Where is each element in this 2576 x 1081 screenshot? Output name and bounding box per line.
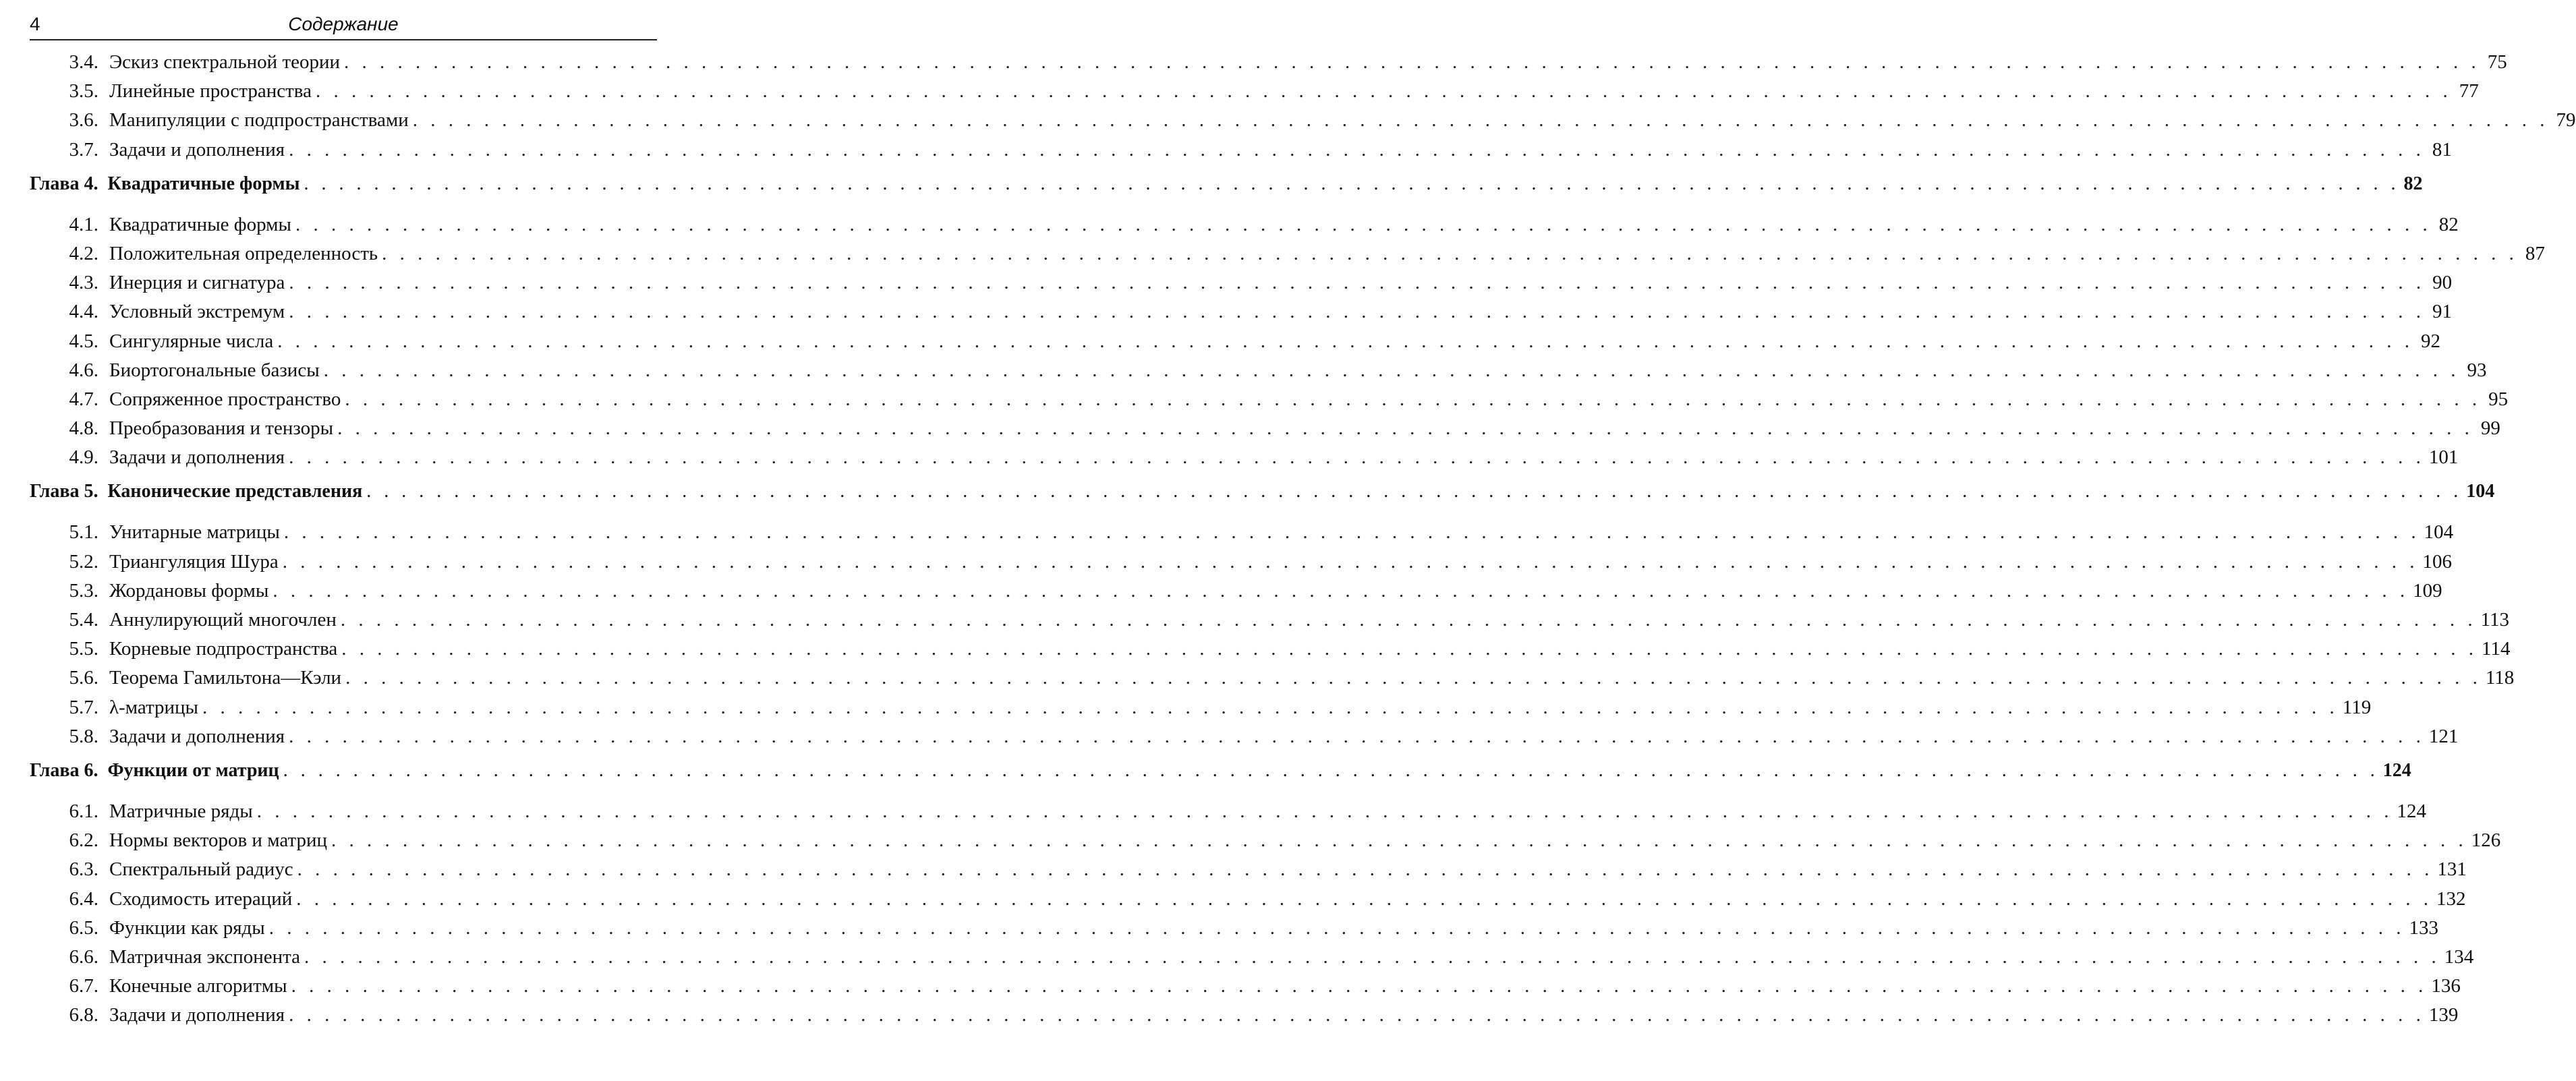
section-title: Жордановы формы <box>109 579 269 602</box>
dot-leader: . . . . . . . . . . . . . . . . . . . . . . . . . . . . . . . . . . . . . . . . . . . . . . . . . . . . . . . . . . . . . . . . . . . . . . . . . . . . . . . . . . . . . . . . . . . . . . . . . . . . . . . . . . . . . . . . . . . . . . . . <box>289 301 2426 323</box>
section-number: 6.1. <box>69 800 98 822</box>
section-page-number: 75 <box>2487 51 2507 73</box>
section-number: 5.2. <box>69 550 98 573</box>
section-page-number: 118 <box>2485 667 2515 689</box>
section-number: 5.6. <box>69 667 98 689</box>
dot-leader: . . . . . . . . . . . . . . . . . . . . . . . . . . . . . . . . . . . . . . . . . . . . . . . . . . . . . . . . . . . . . . . . . . . . . . . . . . . . . . . . . . . . . . . . . . . . . . . . . . . . . . . . . . . . . . . . . . . . . . . . <box>289 138 2425 160</box>
section-page-number: 81 <box>2432 138 2452 160</box>
toc-entry[interactable] <box>30 109 2576 138</box>
section-number: 6.5. <box>69 916 98 939</box>
section-title: λ-матрицы <box>109 696 199 718</box>
section-title: Функции как ряды <box>109 916 265 939</box>
section-page-number: 99 <box>2480 417 2500 440</box>
dot-leader: . . . . . . . . . . . . . . . . . . . . . . . . . . . . . . . . . . . . . . . . . . . . . . . . . . . . . . . . . . . . . . . . . . . . . . . . . . . . . . . . . . . . . . . . . . . . . . . . . . . . . . . . . . . . . . . . . . . . . . . . <box>289 272 2426 294</box>
toc-entry[interactable] <box>30 800 2426 829</box>
dot-leader: . . . . . . . . . . . . . . . . . . . . . . . . . . . . . . . . . . . . . . . . . . . . . . . . . . . . . . . . . . . . . . . . . . . . . . . . . . . . . . . . . . . . . . . . . . . . . . . . . . . . . . . . . . . . . . . . . . . . . . . . <box>289 725 2425 747</box>
toc-entry[interactable] <box>30 272 2453 301</box>
toc-entry[interactable] <box>30 975 2461 1004</box>
chapter-page-number: 82 <box>2403 173 2423 194</box>
dot-leader: . . . . . . . . . . . . . . . . . . . . . . . . . . . . . . . . . . . . . . . . . . . . . . . . . . . . . . . . . . . . . . . . . . . . . . . . . . . . . . . . . . . . . . . . . . . . . . . . . . . . . . . . . . . . . . . . . . . . . . . . <box>366 481 2463 502</box>
section-title: Задачи и дополнения <box>109 1004 285 1026</box>
section-page-number: 90 <box>2432 272 2453 294</box>
toc-entry[interactable] <box>30 945 2474 975</box>
header-page-number: 4 <box>30 13 40 34</box>
chapter-heading[interactable] <box>30 481 2495 521</box>
section-title: Биортогональные базисы <box>109 359 320 381</box>
section-title: Корневые подпространства <box>109 638 338 660</box>
section-number: 4.3. <box>69 272 98 294</box>
dot-leader: . . . . . . . . . . . . . . . . . . . . . . . . . . . . . . . . . . . . . . . . . . . . . . . . . . . . . . . . . . . . . . . . . . . . . . . . . . . . . . . . . . . . . . . . . . . . . . . . . . . . . . . . . . . . . . . . . . . . . . . . <box>283 521 2420 544</box>
section-number: 4.7. <box>69 388 98 410</box>
toc-entry[interactable] <box>30 916 2439 946</box>
dot-leader: . . . . . . . . . . . . . . . . . . . . . . . . . . . . . . . . . . . . . . . . . . . . . . . . . . . . . . . . . . . . . . . . . . . . . . . . . . . . . . . . . . . . . . . . . . . . . . . . . . . . . . . . . . . . . . . . . . . . . . . . <box>345 667 2482 689</box>
section-title: Сходимость итераций <box>109 887 293 910</box>
toc-entry[interactable] <box>30 579 2442 609</box>
toc-entry[interactable] <box>30 446 2459 475</box>
section-number: 6.2. <box>69 829 98 852</box>
dot-leader: . . . . . . . . . . . . . . . . . . . . . . . . . . . . . . . . . . . . . . . . . . . . . . . . . . . . . . . . . . . . . . . . . . . . . . . . . . . . . . . . . . . . . . . . . . . . . . . . . . . . . . . . . . . . . . . . . . . . . . . . <box>323 359 2460 381</box>
chapter-page-number: 124 <box>2382 759 2411 781</box>
dot-leader: . . . . . . . . . . . . . . . . . . . . . . . . . . . . . . . . . . . . . . . . . . . . . . . . . . . . . . . . . . . . . . . . . . . . . . . . . . . . . . . . . . . . . . . . . . . . . . . . . . . . . . . . . . . . . . . . . . . . . . . . <box>382 242 2518 264</box>
section-page-number: 133 <box>2409 916 2439 939</box>
section-title: Нормы векторов и матриц <box>109 829 328 852</box>
dot-leader: . . . . . . . . . . . . . . . . . . . . . . . . . . . . . . . . . . . . . . . . . . . . . . . . . . . . . . . . . . . . . . . . . . . . . . . . . . . . . . . . . . . . . . . . . . . . . . . . . . . . . . . . . . . . . . . . . . . . . . . . <box>412 109 2549 132</box>
toc-entry[interactable] <box>30 80 2479 109</box>
section-page-number: 114 <box>2482 638 2511 660</box>
dot-leader: . . . . . . . . . . . . . . . . . . . . . . . . . . . . . . . . . . . . . . . . . . . . . . . . . . . . . . . . . . . . . . . . . . . . . . . . . . . . . . . . . . . . . . . . . . . . . . . . . . . . . . . . . . . . . . . . . . . . . . . . <box>283 759 2379 781</box>
header-title: Содержание <box>288 13 399 34</box>
section-title: Матричная экспонента <box>109 945 301 968</box>
dot-leader: . . . . . . . . . . . . . . . . . . . . . . . . . . . . . . . . . . . . . . . . . . . . . . . . . . . . . . . . . . . . . . . . . . . . . . . . . . . . . . . . . . . . . . . . . . . . . . . . . . . . . . . . . . . . . . . . . . . . . . . . <box>289 446 2425 469</box>
dot-leader: . . . . . . . . . . . . . . . . . . . . . . . . . . . . . . . . . . . . . . . . . . . . . . . . . . . . . . . . . . . . . . . . . . . . . . . . . . . . . . . . . . . . . . . . . . . . . . . . . . . . . . . . . . . . . . . . . . . . . . . . <box>337 417 2473 440</box>
section-number: 5.8. <box>69 725 98 747</box>
toc-entry[interactable] <box>30 609 2510 638</box>
section-page-number: 139 <box>2428 1004 2459 1026</box>
section-title: Положительная определенность <box>109 242 378 264</box>
section-page-number: 134 <box>2444 945 2474 968</box>
toc-entry[interactable] <box>30 359 2487 388</box>
toc-entry[interactable] <box>30 725 2459 755</box>
dot-leader: . . . . . . . . . . . . . . . . . . . . . . . . . . . . . . . . . . . . . . . . . . . . . . . . . . . . . . . . . . . . . . . . . . . . . . . . . . . . . . . . . . . . . . . . . . . . . . . . . . . . . . . . . . . . . . . . . . . . . . . . <box>282 550 2419 573</box>
section-title: Конечные алгоритмы <box>109 975 287 997</box>
section-page-number: 106 <box>2422 550 2452 573</box>
section-page-number: 136 <box>2431 975 2461 997</box>
dot-leader: . . . . . . . . . . . . . . . . . . . . . . . . . . . . . . . . . . . . . . . . . . . . . . . . . . . . . . . . . . . . . . . . . . . . . . . . . . . . . . . . . . . . . . . . . . . . . . . . . . . . . . . . . . . . . . . . . . . . . . . . <box>344 51 2480 73</box>
section-page-number: 119 <box>2342 696 2372 718</box>
chapter-title: Квадратичные формы <box>107 173 300 194</box>
section-title: Задачи и дополнения <box>109 138 285 160</box>
section-number: 6.6. <box>69 945 98 968</box>
toc-entry[interactable] <box>30 1004 2459 1033</box>
toc-entry[interactable] <box>30 858 2467 887</box>
section-number: 3.5. <box>69 80 98 103</box>
section-title: Эскиз спектральной теории <box>109 51 341 73</box>
toc-entry[interactable] <box>30 521 2454 550</box>
section-number: 5.5. <box>69 638 98 660</box>
toc-entry[interactable] <box>30 213 2459 243</box>
dot-leader: . . . . . . . . . . . . . . . . . . . . . . . . . . . . . . . . . . . . . . . . . . . . . . . . . . . . . . . . . . . . . . . . . . . . . . . . . . . . . . . . . . . . . . . . . . . . . . . . . . . . . . . . . . . . . . . . . . . . . . . . <box>295 213 2432 235</box>
section-number: 4.1. <box>69 213 98 235</box>
dot-leader: . . . . . . . . . . . . . . . . . . . . . . . . . . . . . . . . . . . . . . . . . . . . . . . . . . . . . . . . . . . . . . . . . . . . . . . . . . . . . . . . . . . . . . . . . . . . . . . . . . . . . . . . . . . . . . . . . . . . . . . . <box>296 887 2433 910</box>
section-title: Квадратичные формы <box>109 213 291 235</box>
dot-leader: . . . . . . . . . . . . . . . . . . . . . . . . . . . . . . . . . . . . . . . . . . . . . . . . . . . . . . . . . . . . . . . . . . . . . . . . . . . . . . . . . . . . . . . . . . . . . . . . . . . . . . . . . . . . . . . . . . . . . . . . <box>340 609 2477 631</box>
section-title: Аннулирующий многочлен <box>109 609 337 631</box>
section-title: Матричные ряды <box>109 800 253 822</box>
toc-entry[interactable] <box>30 417 2500 446</box>
section-page-number: 113 <box>2480 609 2510 631</box>
dot-leader: . . . . . . . . . . . . . . . . . . . . . . . . . . . . . . . . . . . . . . . . . . . . . . . . . . . . . . . . . . . . . . . . . . . . . . . . . . . . . . . . . . . . . . . . . . . . . . . . . . . . . . . . . . . . . . . . . . . . . . . . <box>304 173 2400 194</box>
toc-entry[interactable] <box>30 388 2509 417</box>
section-page-number: 93 <box>2467 359 2487 381</box>
section-number: 5.7. <box>69 696 98 718</box>
dot-leader: . . . . . . . . . . . . . . . . . . . . . . . . . . . . . . . . . . . . . . . . . . . . . . . . . . . . . . . . . . . . . . . . . . . . . . . . . . . . . . . . . . . . . . . . . . . . . . . . . . . . . . . . . . . . . . . . . . . . . . . . <box>304 945 2440 968</box>
dot-leader: . . . . . . . . . . . . . . . . . . . . . . . . . . . . . . . . . . . . . . . . . . . . . . . . . . . . . . . . . . . . . . . . . . . . . . . . . . . . . . . . . . . . . . . . . . . . . . . . . . . . . . . . . . . . . . . . . . . . . . . . <box>331 829 2467 852</box>
dot-leader: . . . . . . . . . . . . . . . . . . . . . . . . . . . . . . . . . . . . . . . . . . . . . . . . . . . . . . . . . . . . . . . . . . . . . . . . . . . . . . . . . . . . . . . . . . . . . . . . . . . . . . . . . . . . . . . . . . . . . . . . <box>345 388 2482 410</box>
dot-leader: . . . . . . . . . . . . . . . . . . . . . . . . . . . . . . . . . . . . . . . . . . . . . . . . . . . . . . . . . . . . . . . . . . . . . . . . . . . . . . . . . . . . . . . . . . . . . . . . . . . . . . . . . . . . . . . . . . . . . . . . <box>202 696 2339 718</box>
section-number: 4.5. <box>69 330 98 352</box>
section-number: 5.1. <box>69 521 98 544</box>
toc-entry[interactable] <box>30 330 2441 359</box>
section-title: Триангуляция Шура <box>109 550 279 573</box>
running-header <box>30 12 657 40</box>
chapter-heading[interactable] <box>30 759 2411 800</box>
section-number: 4.4. <box>69 301 98 323</box>
toc-entry[interactable] <box>30 242 2545 272</box>
dot-leader: . . . . . . . . . . . . . . . . . . . . . . . . . . . . . . . . . . . . . . . . . . . . . . . . . . . . . . . . . . . . . . . . . . . . . . . . . . . . . . . . . . . . . . . . . . . . . . . . . . . . . . . . . . . . . . . . . . . . . . . . <box>268 916 2405 939</box>
section-title: Инерция и сигнатура <box>109 272 285 294</box>
section-title: Задачи и дополнения <box>109 446 285 469</box>
section-page-number: 124 <box>2397 800 2426 822</box>
dot-leader: . . . . . . . . . . . . . . . . . . . . . . . . . . . . . . . . . . . . . . . . . . . . . . . . . . . . . . . . . . . . . . . . . . . . . . . . . . . . . . . . . . . . . . . . . . . . . . . . . . . . . . . . . . . . . . . . . . . . . . . . <box>297 858 2434 881</box>
toc-entry[interactable] <box>30 138 2452 168</box>
chapter-label: Глава 5. <box>30 481 98 502</box>
section-number: 6.8. <box>69 1004 98 1026</box>
section-title: Сопряженное пространство <box>109 388 341 410</box>
section-page-number: 92 <box>2421 330 2441 352</box>
chapter-page-number: 104 <box>2466 481 2495 502</box>
chapter-title: Функции от матриц <box>107 759 279 781</box>
section-number: 5.4. <box>69 609 98 631</box>
section-number: 4.2. <box>69 242 98 264</box>
section-title: Теорема Гамильтона—Кэли <box>109 667 342 689</box>
chapter-label: Глава 4. <box>30 173 98 194</box>
dot-leader: . . . . . . . . . . . . . . . . . . . . . . . . . . . . . . . . . . . . . . . . . . . . . . . . . . . . . . . . . . . . . . . . . . . . . . . . . . . . . . . . . . . . . . . . . . . . . . . . . . . . . . . . . . . . . . . . . . . . . . . . <box>277 330 2414 352</box>
section-page-number: 132 <box>2436 887 2466 910</box>
dot-leader: . . . . . . . . . . . . . . . . . . . . . . . . . . . . . . . . . . . . . . . . . . . . . . . . . . . . . . . . . . . . . . . . . . . . . . . . . . . . . . . . . . . . . . . . . . . . . . . . . . . . . . . . . . . . . . . . . . . . . . . . <box>341 638 2478 660</box>
section-page-number: 109 <box>2413 579 2442 602</box>
chapter-title: Канонические представления <box>107 481 363 502</box>
dot-leader: . . . . . . . . . . . . . . . . . . . . . . . . . . . . . . . . . . . . . . . . . . . . . . . . . . . . . . . . . . . . . . . . . . . . . . . . . . . . . . . . . . . . . . . . . . . . . . . . . . . . . . . . . . . . . . . . . . . . . . . . <box>273 579 2409 602</box>
toc-entry[interactable] <box>30 696 2372 726</box>
section-number: 4.8. <box>69 417 98 440</box>
section-number: 4.9. <box>69 446 98 469</box>
toc-entry[interactable] <box>30 550 2452 580</box>
dot-leader: . . . . . . . . . . . . . . . . . . . . . . . . . . . . . . . . . . . . . . . . . . . . . . . . . . . . . . . . . . . . . . . . . . . . . . . . . . . . . . . . . . . . . . . . . . . . . . . . . . . . . . . . . . . . . . . . . . . . . . . . <box>315 80 2452 103</box>
section-title: Манипуляции с подпространствами <box>109 109 409 132</box>
chapter-heading[interactable] <box>30 173 2423 214</box>
section-title: Сингулярные числа <box>109 330 274 352</box>
section-number: 4.6. <box>69 359 98 381</box>
section-page-number: 101 <box>2428 446 2459 469</box>
section-number: 3.4. <box>69 51 98 73</box>
section-page-number: 131 <box>2437 858 2467 881</box>
toc-entry[interactable] <box>30 829 2501 858</box>
section-page-number: 104 <box>2424 521 2454 544</box>
dot-leader: . . . . . . . . . . . . . . . . . . . . . . . . . . . . . . . . . . . . . . . . . . . . . . . . . . . . . . . . . . . . . . . . . . . . . . . . . . . . . . . . . . . . . . . . . . . . . . . . . . . . . . . . . . . . . . . . . . . . . . . . <box>289 1004 2425 1026</box>
toc-entry[interactable] <box>30 51 2507 80</box>
section-number: 3.6. <box>69 109 98 132</box>
section-page-number: 79 <box>2556 109 2576 132</box>
section-title: Унитарные матрицы <box>109 521 280 544</box>
section-page-number: 121 <box>2428 725 2459 747</box>
section-page-number: 77 <box>2459 80 2479 103</box>
section-number: 5.3. <box>69 579 98 602</box>
section-page-number: 126 <box>2471 829 2501 852</box>
toc-entry[interactable] <box>30 667 2515 696</box>
toc-entry[interactable] <box>30 638 2511 667</box>
section-number: 6.7. <box>69 975 98 997</box>
section-page-number: 95 <box>2488 388 2509 410</box>
dot-leader: . . . . . . . . . . . . . . . . . . . . . . . . . . . . . . . . . . . . . . . . . . . . . . . . . . . . . . . . . . . . . . . . . . . . . . . . . . . . . . . . . . . . . . . . . . . . . . . . . . . . . . . . . . . . . . . . . . . . . . . . <box>256 800 2393 822</box>
section-number: 6.3. <box>69 858 98 881</box>
section-number: 6.4. <box>69 887 98 910</box>
section-page-number: 91 <box>2432 301 2453 323</box>
chapter-label: Глава 6. <box>30 759 98 781</box>
section-page-number: 82 <box>2438 213 2459 235</box>
section-title: Задачи и дополнения <box>109 725 285 747</box>
toc-entry[interactable] <box>30 887 2466 917</box>
dot-leader: . . . . . . . . . . . . . . . . . . . . . . . . . . . . . . . . . . . . . . . . . . . . . . . . . . . . . . . . . . . . . . . . . . . . . . . . . . . . . . . . . . . . . . . . . . . . . . . . . . . . . . . . . . . . . . . . . . . . . . . . <box>291 975 2428 997</box>
section-title: Линейные пространства <box>109 80 312 103</box>
section-number: 3.7. <box>69 138 98 160</box>
section-title: Преобразования и тензоры <box>109 417 334 440</box>
section-title: Спектральный радиус <box>109 858 293 881</box>
toc-entry[interactable] <box>30 301 2453 330</box>
section-title: Условный экстремум <box>109 301 285 323</box>
section-page-number: 87 <box>2525 242 2545 264</box>
table-of-contents <box>30 51 2576 1033</box>
